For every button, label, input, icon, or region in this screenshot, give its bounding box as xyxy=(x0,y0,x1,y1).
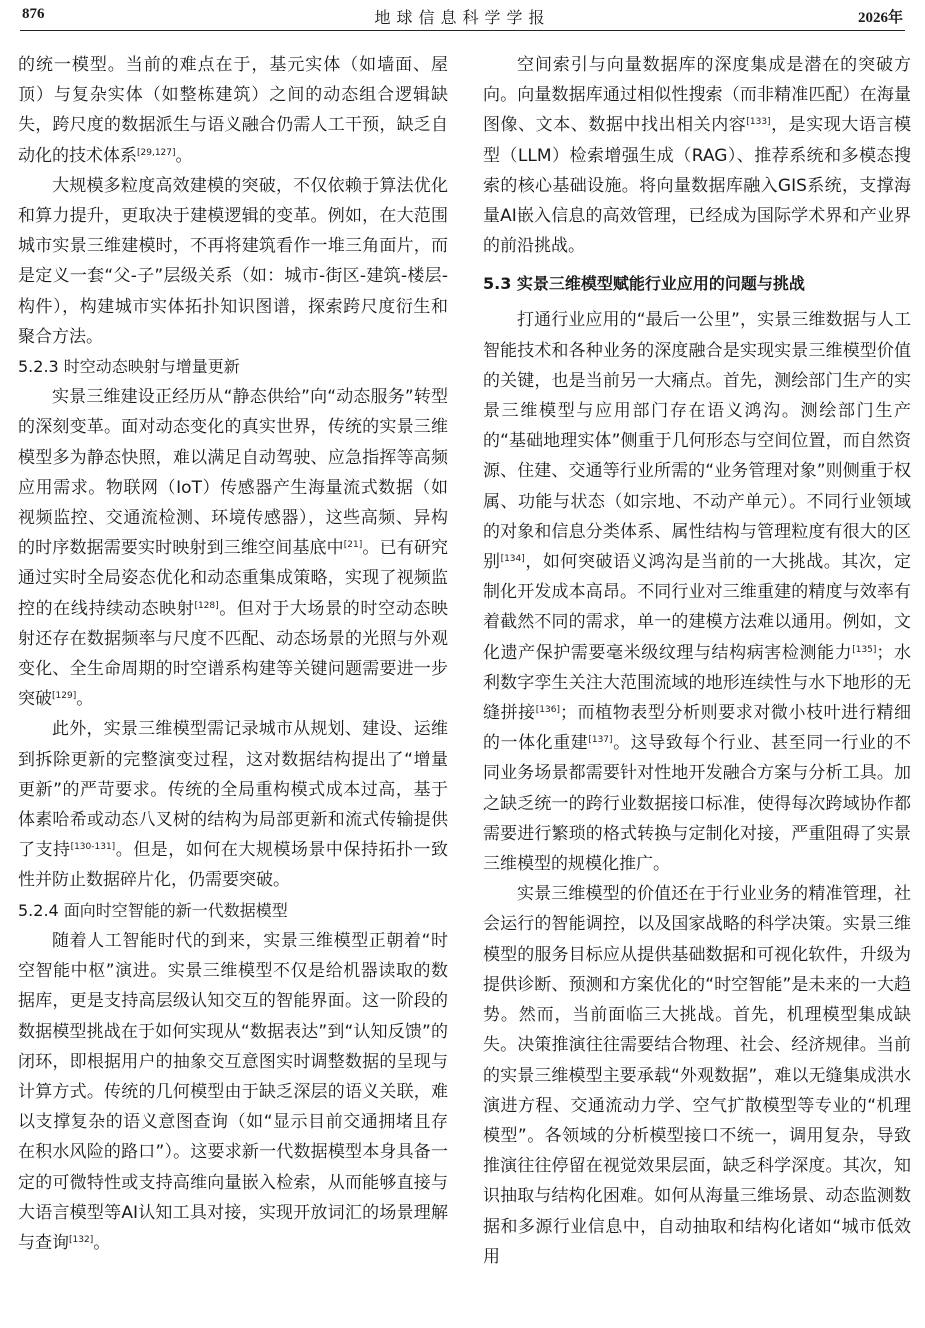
journal-title: 地球信息科学学报 xyxy=(374,8,551,27)
left-column xyxy=(18,50,448,1258)
paragraph: 空间索引与向量数据库的深度集成是潜在的突破方向。向量数据库通过相似性搜索（而非精准匹配）在海量图像、文本、数据中找出相关内容[133]，是实现大语言模型（LLM）检索增强生成（RAG）、推荐系统和多模态搜索的核心基础设施。将向量数据库融入GIS系统，支撑海量AI嵌入信息的高效管理，已经成为国际学术界和产业界的前沿挑战。 xyxy=(483,55,912,257)
citation[interactable]: [134] xyxy=(500,554,525,565)
citation[interactable]: [133] xyxy=(746,117,771,128)
paragraph: 此外，实景三维模型需记录城市从规划、建设、运维到拆除更新的完整演变过程，这对数据结构提出了“增量更新”的严苛要求。传统的全局重构模式成本过高，基于体素哈希或动态八叉树的结构为局部更新和流式传输提供了支持[130-131]。但是，如何在大规模场景中保持拓扑一致性并防止数据碎片化，仍需要突破。 xyxy=(18,719,449,891)
section-heading-5-3: 5.3 实景三维模型赋能行业应用的问题与挑战 xyxy=(483,274,805,294)
right-column xyxy=(483,50,911,1272)
page-number: 876 xyxy=(22,6,45,22)
section-heading-5-2-4: 5.2.4 面向时空智能的新一代数据模型 xyxy=(18,900,288,920)
running-header xyxy=(0,0,925,34)
citation[interactable]: [130-131] xyxy=(70,842,116,853)
paragraph: 随着人工智能时代的到来，实景三维模型正朝着“时空智能中枢”演进。实景三维模型不仅是给机器读取的数据库，更是支持高层级认知交互的智能界面。这一阶段的数据模型挑战在于如何实现从“数据表达”到“认知反馈”的闭环，即根据用户的抽象交互意图实时调整数据的呈现与计算方式。传统的几何模型由于缺乏深层的语义关联，难以支撑复杂的语义意图查询（如“显示目前交通拥堵且存在积水风险的路口”）。这要求新一代数据模型本身具备一定的可微特性或支持高维向量嵌入检索，从而能够直接与大语言模型等AI认知工具对接，实现开放词汇的场景理解与查询[132]。 xyxy=(18,930,448,1253)
citation[interactable]: [129] xyxy=(52,691,77,702)
citation[interactable]: [132] xyxy=(69,1234,94,1245)
header-rule xyxy=(20,30,905,31)
citation[interactable]: [136] xyxy=(535,705,560,716)
paragraph: 大规模多粒度高效建模的突破，不仅依赖于算法优化和算力提升，更取决于建模逻辑的变革。例如，在大范围城市实景三维建模时，不再将建筑看作一堆三角面片，而是定义一套“父-子”层级关系（如：城市-街区-建筑-楼层-构件），构建城市实体拓扑知识图谱，探索跨尺度衍生和聚合方法。 xyxy=(18,175,448,347)
citation[interactable]: [21] xyxy=(343,540,363,551)
paragraph: 实景三维模型的价值还在于行业业务的精准管理，社会运行的智能调控，以及国家战略的科学决策。实景三维模型的服务目标应从提供基础数据和可视化软件，升级为提供诊断、预测和方案优化的“时空智能”是未来的一大趋势。然而，当前面临三大挑战。首先，机理模型集成缺失。决策推演往往需要结合物理、社会、经济规律。当前的实景三维模型主要承载“外观数据”，难以无缝集成洪水演进方程、交通流动力学、空气扩散模型等专业的“机理模型”。各领域的分析模型接口不统一，调用复杂，导致推演往往停留在视觉效果层面，缺乏科学深度。其次，知识抽取与结构化困难。如何从海量三维场景、动态监测数据和多源行业信息中，自动抽取和结构化诸如“城市低效用 xyxy=(483,884,911,1267)
section-heading-5-2-3: 5.2.3 时空动态映射与增量更新 xyxy=(18,357,240,377)
paragraph: 打通行业应用的“最后一公里”，实景三维数据与人工智能技术和各种业务的深度融合是实现实景三维模型价值的关键，也是当前另一大痛点。首先，测绘部门生产的实景三维模型与应用部门存在语义鸿沟。测绘部门生产的“基础地理实体”侧重于几何形态与空间位置，而自然资源、住建、交通等行业所需的“业务管理对象”则侧重于权属、功能与状态（如宗地、不动产单元）。不同行业领域的对象和信息分类体系、属性结构与管理粒度有很大的区别[134]，如何突破语义鸿沟是当前的一大挑战。其次，定制化开发成本高昂。不同行业对三维重建的精度与效率有着截然不同的需求，单一的建模方法难以通用。例如，文化遗产保护需要毫米级纹理与结构病害检测能力[135]；水利数字孪生关注大范围流域的地形连续性与水下地形的无缝拼接[136]；而植物表型分析则要求对微小枝叶进行精细的一体化重建[137]。这导致每个行业、甚至同一行业的不同业务场景都需要针对性地开发融合方案与分析工具。加之缺乏统一的跨行业数据接口标准，使得每次跨域协作都需要进行繁琐的格式转换与定制化对接，严重阻碍了实景三维模型的规模化推广。 xyxy=(483,310,912,875)
citation[interactable]: [137] xyxy=(588,735,613,746)
paragraph: 的统一模型。当前的难点在于，基元实体（如墙面、屋顶）与复杂实体（如整栋建筑）之间的动态组合逻辑缺失，跨尺度的数据派生与语义融合仍需人工干预，缺乏自动化的技术体系[29,127]。 xyxy=(18,55,448,166)
paragraph: 实景三维建设正经历从“静态供给”向“动态服务”转型的深刻变革。面对动态变化的真实世界，传统的实景三维模型多为静态快照，难以满足自动驾驶、应急指挥等高频应用需求。物联网（IoT）传感器产生海量流式数据（如视频监控、交通流检测、环境传感器），这些高频、异构的时序数据需要实时映射到三维空间基底中[21]。已有研究通过实时全局姿态优化和动态重集成策略，实现了视频监控的在线持续动态映射[128]。但对于大场景的时空动态映射还存在数据频率与尺度不匹配、动态场景的光照与外观变化、全生命周期的时空谱系构建等关键问题需要进一步突破[129]。 xyxy=(18,387,449,710)
citation[interactable]: [135] xyxy=(852,644,877,655)
citation[interactable]: [128] xyxy=(194,600,219,611)
citation[interactable]: [29,127] xyxy=(137,147,176,158)
publication-year: 2026年 xyxy=(857,10,903,26)
